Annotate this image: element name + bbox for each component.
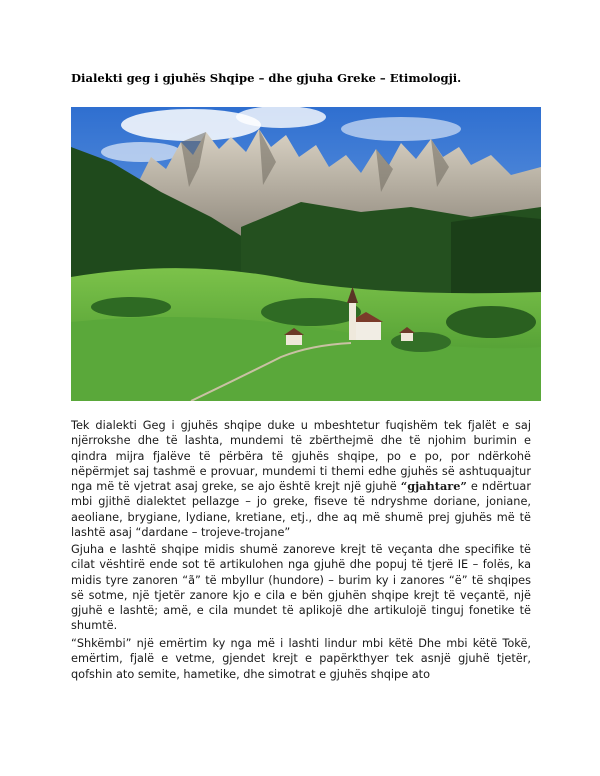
document-title: Dialekti geg i gjuhës Shqipe – dhe gjuha Greke – Etimologji.	[71, 71, 462, 85]
paragraph-1-text-before: Tek dialekti Geg i gjuhës shqipe duke u mbeshtetur fuqishëm tek fjalët e saj njërrokshe dhe të lashta, mundemi të zbërthejmë dhe të njohim burimin e qindra mijra fjalëve të përbëra të gjuhës shqipe, po e po, por ndërkohë nëpërmjet saj tashmë e provuar, mundemi ti themi edhe gjuhës së ashtuquajtur nga më të vjetrat asaj greke, se ajo është krejt një gjuhë	[71, 419, 531, 494]
paragraph-zanoret: Gjuha e lashtë shqipe midis shumë zanoreve krejt të veçanta dhe specifike të cilat vështirë ende sot të artikulohen nga gjuhë dhe popuj të tjerë IE – folës, ka midis tyre zanoren “ã” të mbyllur (hundore) – burim ky i zanores “ë” të shqipes së sotme, një tjetër zanore kjo e cila e bën gjuhën shqipe krejt të veçantë, një gjuhë e lashtë; amë, e cila mundet të aplikojë dhe artikulojë tinguj fonetike të shumtë.	[71, 543, 531, 633]
paragraph-1-text-after: e ndërtuar mbi gjithë dialektet pellazge – jo greke, fiseve të ndryshme doriane, joniane, aeoliane, brygiane, lydiane, kretiane, etj., dhe aq më shumë prej gjuhës më të lashtë asaj “dardane – trojeve-trojane”	[71, 480, 531, 540]
alpine-landscape-photo	[71, 107, 541, 401]
paragraph-shkembi: “Shkëmbi” një emërtim ky nga më i lashti lindur mbi këtë Dhe mbi këtë Tokë, emërtim, fjalë e vetme, gjendet krejt e papërkthyer tek asnjë gjuhë tjetër, qofshin ato semite, hametike, dhe simotrat e gjuhës shqipe ato	[71, 637, 531, 681]
paragraph-dialekti-geg	[71, 418, 531, 540]
emphasis-gjahtare: “gjahtare”	[400, 479, 467, 494]
